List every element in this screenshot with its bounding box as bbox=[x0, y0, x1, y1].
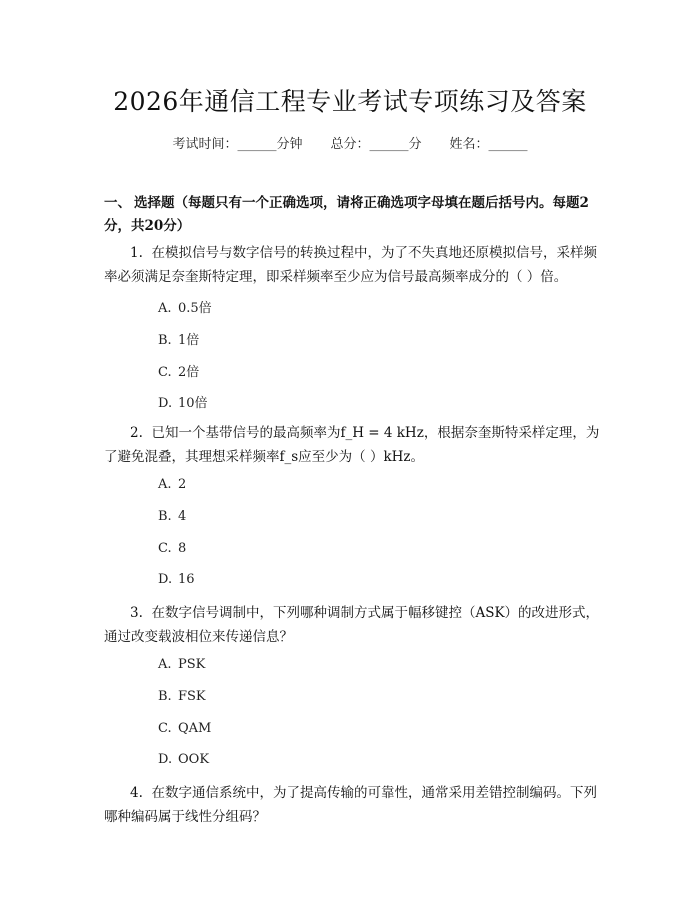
option-letter: B. bbox=[158, 509, 172, 524]
option-text: 1倍 bbox=[178, 333, 200, 348]
option-letter: D. bbox=[158, 572, 173, 587]
name-field: 姓名：______ bbox=[449, 137, 528, 152]
option-letter: B. bbox=[158, 333, 172, 348]
exam-info bbox=[0, 133, 700, 152]
option-text: 4 bbox=[178, 509, 187, 524]
option-letter: D. bbox=[158, 396, 173, 411]
q3-option-a bbox=[158, 657, 205, 672]
q2-option-b bbox=[158, 509, 186, 524]
question-2: 2. 已知一个基带信号的最高频率为f_H = 4 kHz，根据奈奎斯特采样定理，为了避免混叠，其理想采样频率f_s应至少为（ ）kHz。 bbox=[104, 425, 600, 465]
q3-option-d bbox=[158, 752, 209, 767]
option-text: PSK bbox=[178, 657, 206, 672]
q1-option-a bbox=[158, 297, 212, 316]
option-text: FSK bbox=[178, 689, 206, 704]
option-letter: C. bbox=[158, 541, 172, 556]
q2-option-c bbox=[158, 541, 186, 556]
option-text: QAM bbox=[178, 721, 212, 736]
option-text: 2 bbox=[178, 477, 187, 492]
option-letter: B. bbox=[158, 689, 172, 704]
question-4: 4. 在数字通信系统中，为了提高传输的可靠性，通常采用差错控制编码。下列哪种编码属于线性分组码？ bbox=[104, 785, 597, 825]
question-1: 1. 在模拟信号与数字信号的转换过程中，为了不失真地还原模拟信号，采样频率必须满足奈奎斯特定理，即采样频率至少应为信号最高频率成分的（ ）倍。 bbox=[104, 245, 597, 285]
section-header bbox=[104, 192, 604, 238]
option-text: 2倍 bbox=[178, 365, 200, 380]
exam-time-field: 考试时间：______分钟 bbox=[172, 137, 303, 152]
q3-option-b bbox=[158, 689, 206, 704]
option-letter: A. bbox=[158, 301, 172, 316]
section-instructions: 选择题（每题只有一个正确选项，请将正确选项字母填在题后括号内。每题2分，共20分） bbox=[104, 195, 589, 234]
option-text: 8 bbox=[178, 541, 187, 556]
q2-option-a bbox=[158, 477, 186, 492]
option-letter: A. bbox=[158, 477, 172, 492]
option-letter: A. bbox=[158, 657, 172, 672]
option-letter: C. bbox=[158, 721, 172, 736]
q3-option-c bbox=[158, 721, 211, 736]
option-letter: C. bbox=[158, 365, 172, 380]
total-score-field: 总分：______分 bbox=[330, 137, 422, 152]
option-text: 10倍 bbox=[178, 396, 208, 411]
option-text: OOK bbox=[178, 752, 210, 767]
page-title: 2026年通信工程专业考试专项练习及答案 bbox=[113, 87, 587, 116]
q1-option-c bbox=[158, 361, 199, 380]
q1-option-d bbox=[158, 392, 208, 411]
q2-option-d bbox=[158, 572, 195, 587]
question-3: 3. 在数字信号调制中，下列哪种调制方式属于幅移键控（ASK）的改进形式，通过改变载波相位来传递信息？ bbox=[104, 605, 600, 645]
q1-option-b bbox=[158, 329, 199, 348]
option-text: 0.5倍 bbox=[178, 301, 212, 316]
section-number: 一、 bbox=[104, 195, 131, 211]
option-letter: D. bbox=[158, 752, 173, 767]
option-text: 16 bbox=[178, 572, 195, 587]
